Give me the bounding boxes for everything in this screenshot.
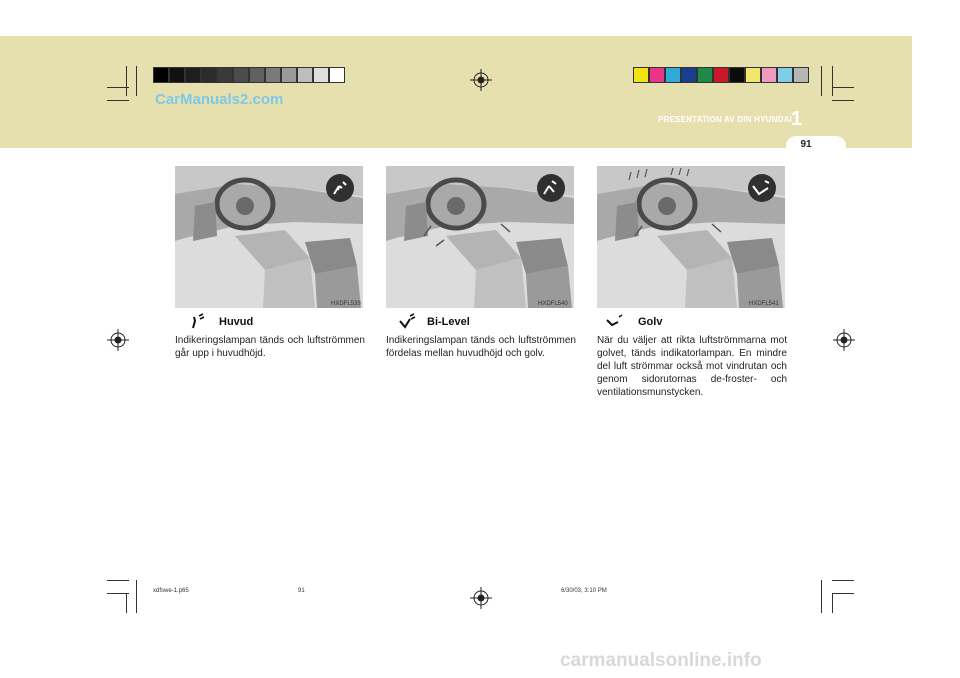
color-bar-right <box>633 67 809 83</box>
watermark-top[interactable]: CarManuals2.com <box>155 91 284 108</box>
registration-mark-icon <box>833 329 855 351</box>
dashboard-image-face <box>175 166 363 308</box>
footer-file-name: xdfswe-1.p65 <box>153 588 189 594</box>
color-swatch <box>713 67 729 83</box>
vent-face-icon <box>190 313 208 329</box>
color-swatch <box>217 67 233 83</box>
color-swatch <box>633 67 649 83</box>
crop-mark <box>126 593 127 613</box>
image-code: HXDFL539 <box>331 301 361 307</box>
crop-mark <box>832 593 833 613</box>
color-swatch <box>185 67 201 83</box>
column-body-text: Indikeringslampan tänds och luftströmmen går upp i huvudhöjd. <box>175 335 365 359</box>
footer-timestamp: 6/30/03, 3:10 PM <box>561 588 607 594</box>
crop-mark <box>832 66 833 96</box>
color-swatch <box>761 67 777 83</box>
page-number: 91 <box>800 139 812 150</box>
color-swatch <box>745 67 761 83</box>
image-code: HXDFL541 <box>749 301 779 307</box>
column-title: Huvud <box>219 316 254 328</box>
color-swatch <box>681 67 697 83</box>
color-swatch <box>233 67 249 83</box>
color-bar-left <box>153 67 345 83</box>
dashboard-image-bi-level <box>386 166 574 308</box>
dashboard-illustration <box>175 166 363 308</box>
crop-mark <box>136 580 137 613</box>
crop-mark <box>107 580 129 581</box>
color-swatch <box>297 67 313 83</box>
crop-mark <box>821 66 822 96</box>
color-swatch <box>201 67 217 83</box>
image-code: HXDFL540 <box>538 301 568 307</box>
color-swatch <box>649 67 665 83</box>
column-title: Bi-Level <box>427 316 470 328</box>
footer-page: 91 <box>298 588 305 594</box>
section-title: PRESENTATION AV DIN HYUNDAI <box>658 115 792 124</box>
dashboard-illustration <box>597 166 785 308</box>
registration-mark-icon <box>470 69 492 91</box>
color-swatch <box>665 67 681 83</box>
color-swatch <box>265 67 281 83</box>
crop-mark <box>832 87 854 88</box>
color-swatch <box>329 67 345 83</box>
crop-mark <box>832 593 854 594</box>
column-body-text: Indikeringslampan tänds och luftströmmen fördelas mellan huvudhöjd och golv. <box>386 335 576 359</box>
crop-mark <box>107 100 129 101</box>
color-swatch <box>697 67 713 83</box>
registration-mark-icon <box>107 329 129 351</box>
color-swatch <box>777 67 793 83</box>
crop-mark <box>126 66 127 96</box>
watermark-bottom[interactable]: carmanualsonline.info <box>560 650 762 671</box>
crop-mark <box>136 66 137 96</box>
color-swatch <box>153 67 169 83</box>
color-swatch <box>793 67 809 83</box>
dashboard-illustration <box>386 166 574 308</box>
crop-mark <box>832 580 854 581</box>
crop-mark <box>821 580 822 613</box>
crop-mark <box>832 100 854 101</box>
dashboard-image-floor <box>597 166 785 308</box>
column-body-text: När du väljer att rikta luftströmmarna mot golvet, tänds indikatorlampan. En mindre del luft strömmar också mot vindrutan och genom sidorutornas de-froster- och ventilationsmunstycken. <box>597 335 787 398</box>
registration-mark-icon <box>470 587 492 609</box>
color-swatch <box>313 67 329 83</box>
color-swatch <box>169 67 185 83</box>
color-swatch <box>249 67 265 83</box>
vent-bi-level-icon <box>398 313 416 329</box>
crop-mark <box>107 87 129 88</box>
color-swatch <box>281 67 297 83</box>
color-swatch <box>729 67 745 83</box>
column-title: Golv <box>638 316 663 328</box>
vent-floor-icon <box>606 313 624 329</box>
chapter-number: 1 <box>791 108 803 130</box>
